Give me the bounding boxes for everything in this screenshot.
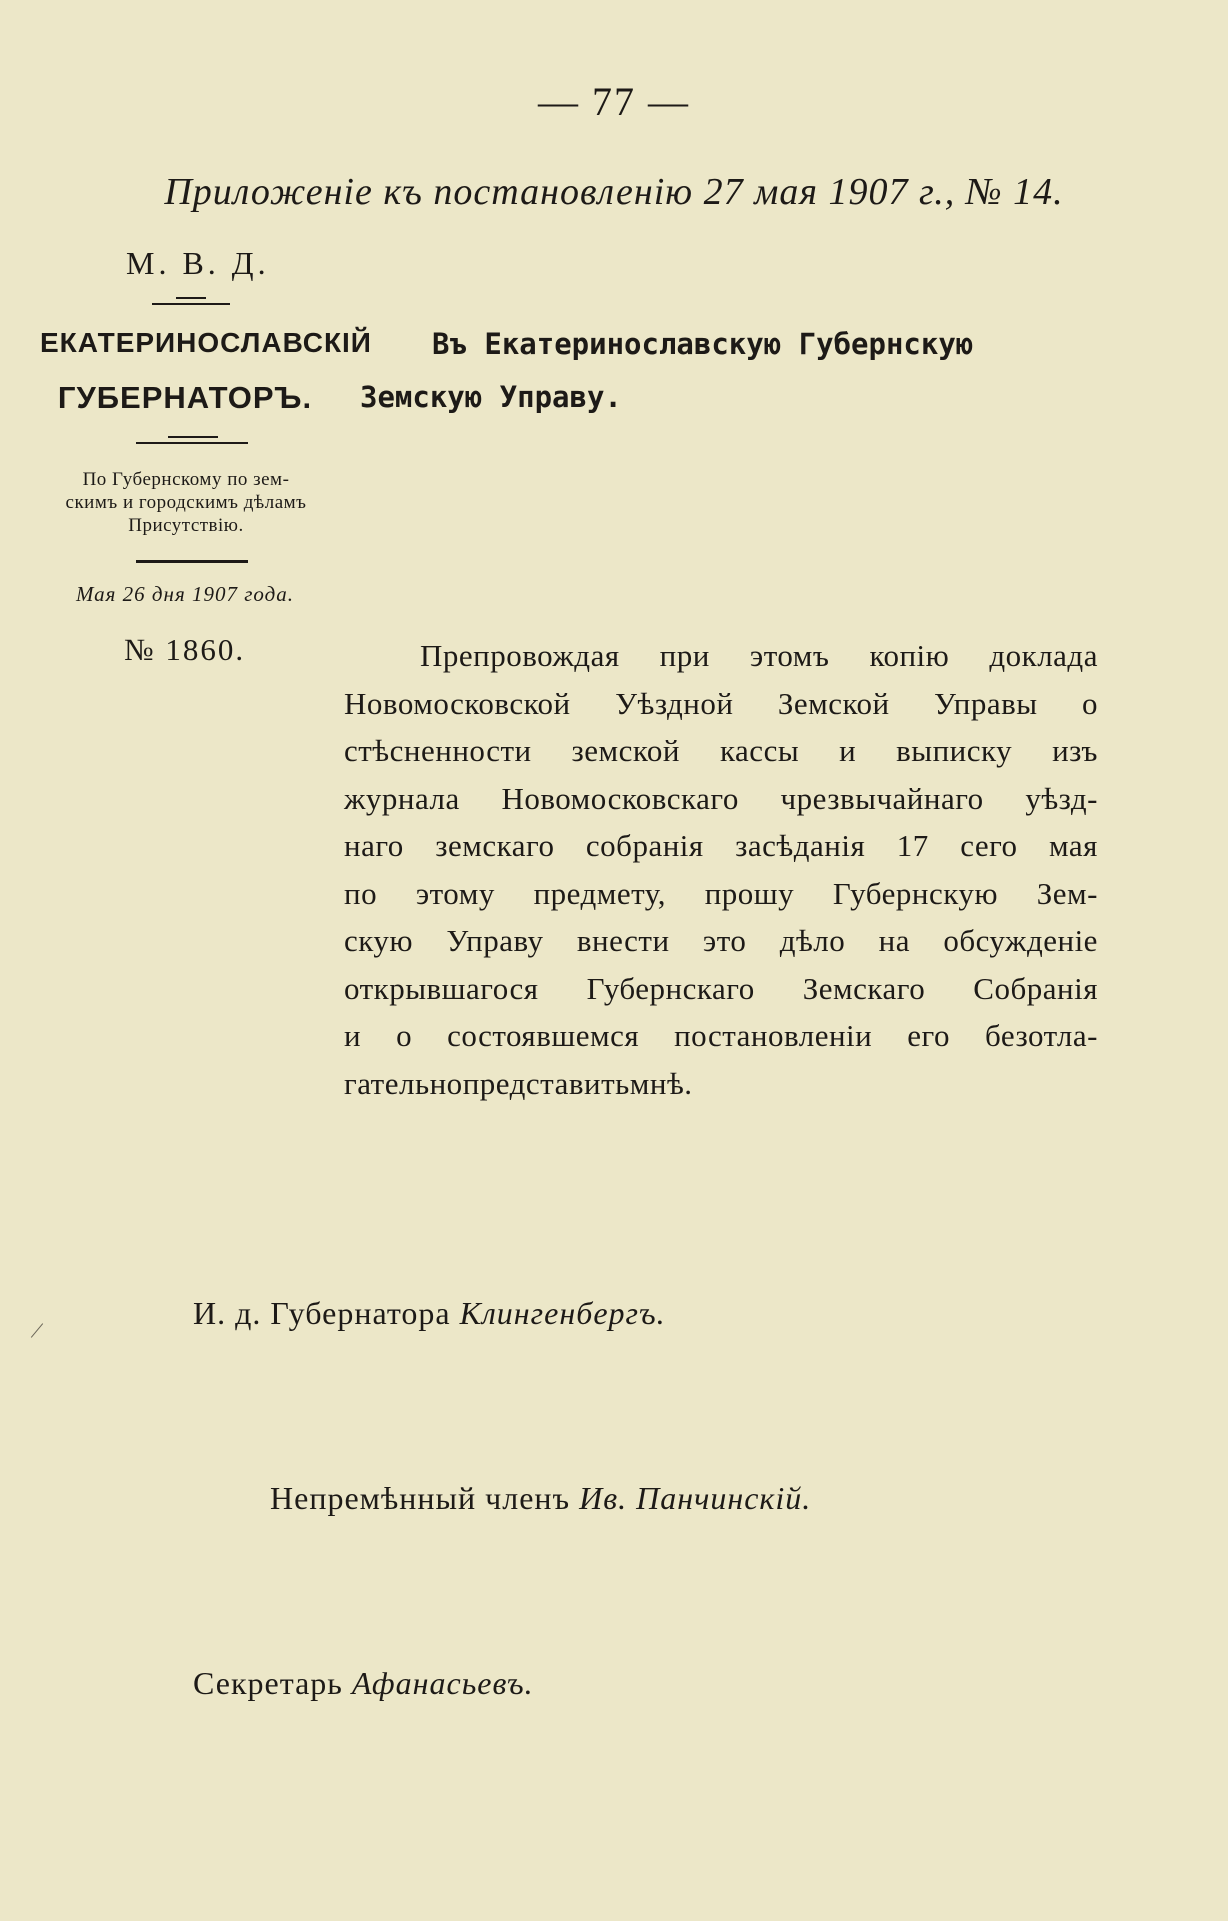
body-line [344,917,1098,965]
body-word: постановленiи [674,1018,873,1053]
department-line: Присутствiю. [128,515,244,536]
member-title: Непремѣнный членъ [270,1480,571,1516]
body-word: скую [344,923,414,958]
letter-body [344,632,1098,1107]
addressee-line2: Земскую Управу. [360,380,622,414]
body-word: земскаго [435,828,555,863]
body-word: о [1082,685,1098,721]
body-word: этому [415,875,495,911]
body-word: и [839,733,857,768]
governor-signature [193,1295,666,1332]
body-word: по [344,875,378,911]
body-line [344,727,1098,775]
body-word: Новомосковскаго [501,780,739,816]
body-word: засѣданiя [735,828,866,863]
body-word: это [702,923,747,958]
addressee-line1: Въ Екатеринославскую Губернскую [432,327,974,361]
body-word: и [344,1018,362,1053]
body-word: Управу [446,923,544,958]
body-word: Зем- [1036,875,1098,911]
body-word: прошу [704,875,795,911]
body-word: Новомосковской [344,685,571,721]
office-title-line1: ЕКАТЕРИНОСЛАВСКIЙ [40,327,372,358]
body-word: сего [960,828,1018,863]
body-word: копiю [869,638,950,673]
body-word: выписку [896,733,1013,768]
member-signature [270,1480,811,1517]
margin-mark [31,1323,43,1337]
department-line: По Губернскому по зем- [82,469,290,490]
department-line: скимъ и городскимъ дѣламъ [65,492,307,513]
body-word: при [659,638,710,673]
body-word: мнѣ. [629,1065,693,1101]
body-line [344,1012,1098,1060]
body-word: мая [1049,828,1098,863]
body-word: безотла- [984,1018,1098,1053]
governor-title: И. д. Губернатора [193,1295,451,1331]
body-line [344,680,1098,728]
body-word: его [907,1018,950,1053]
body-word: журнала [344,780,460,816]
divider-rule-top [168,436,218,438]
body-word: Управы [934,685,1038,721]
body-line [344,632,1098,680]
body-word: на [878,923,910,958]
body-word: стѣсненности [344,733,532,768]
office-title-line2: ГУБЕРНАТОРЪ. [57,380,313,415]
ornament-rule-top [176,297,206,299]
body-word: изъ [1052,733,1098,768]
body-word: Губернскаго [586,970,755,1006]
secretary-title: Секретарь [193,1665,343,1701]
body-word: состоявшемся [447,1018,640,1053]
body-line [344,822,1098,870]
body-word: Препровождая [420,638,620,673]
body-word: Земской [777,685,890,721]
document-date: Мая 26 дня 1907 года. [75,582,295,606]
page-number: — 77 — [538,79,690,124]
body-word: кассы [719,733,800,768]
secretary-signature [193,1665,534,1702]
body-word: чрезвычайнаго [780,780,984,816]
body-word: Губернскую [832,875,999,911]
body-word: уѣзд- [1025,780,1098,816]
body-word: дѣло [779,923,846,958]
body-word: доклада [989,638,1098,673]
body-word: о [396,1018,413,1053]
ornament-rule [152,303,230,305]
body-word: этомъ [749,638,830,673]
divider-rule-2 [136,560,248,563]
body-word: внести [576,923,670,958]
body-word: Земскаго [802,970,926,1006]
divider-rule [136,442,248,444]
body-word: Собранiя [973,970,1098,1006]
ministry-label: М. В. Д. [126,245,270,281]
body-line [344,1060,1098,1108]
body-line [344,965,1098,1013]
body-word: предмету, [533,875,666,911]
body-word: наго [344,828,404,863]
body-word: земской [571,733,681,768]
secretary-name: Афанасьевъ. [351,1665,534,1701]
member-name: Ив. Панчинскiй. [579,1480,812,1516]
body-line [344,870,1098,918]
body-word: 17 [896,828,929,863]
body-word: собранiя [585,828,704,863]
body-word: открывшагося [344,970,539,1006]
department-text [36,468,336,537]
body-word: представить [462,1065,630,1101]
body-word: обсужденiе [943,923,1098,958]
governor-name: Клингенбергъ. [459,1295,666,1331]
body-word: гательно [344,1065,463,1101]
body-word: Уѣздной [615,685,734,721]
body-line [344,775,1098,823]
appendix-heading: Приложенiе къ постановленiю 27 мая 1907 г., № 14. [164,171,1064,213]
document-number: № 1860. [124,632,246,667]
